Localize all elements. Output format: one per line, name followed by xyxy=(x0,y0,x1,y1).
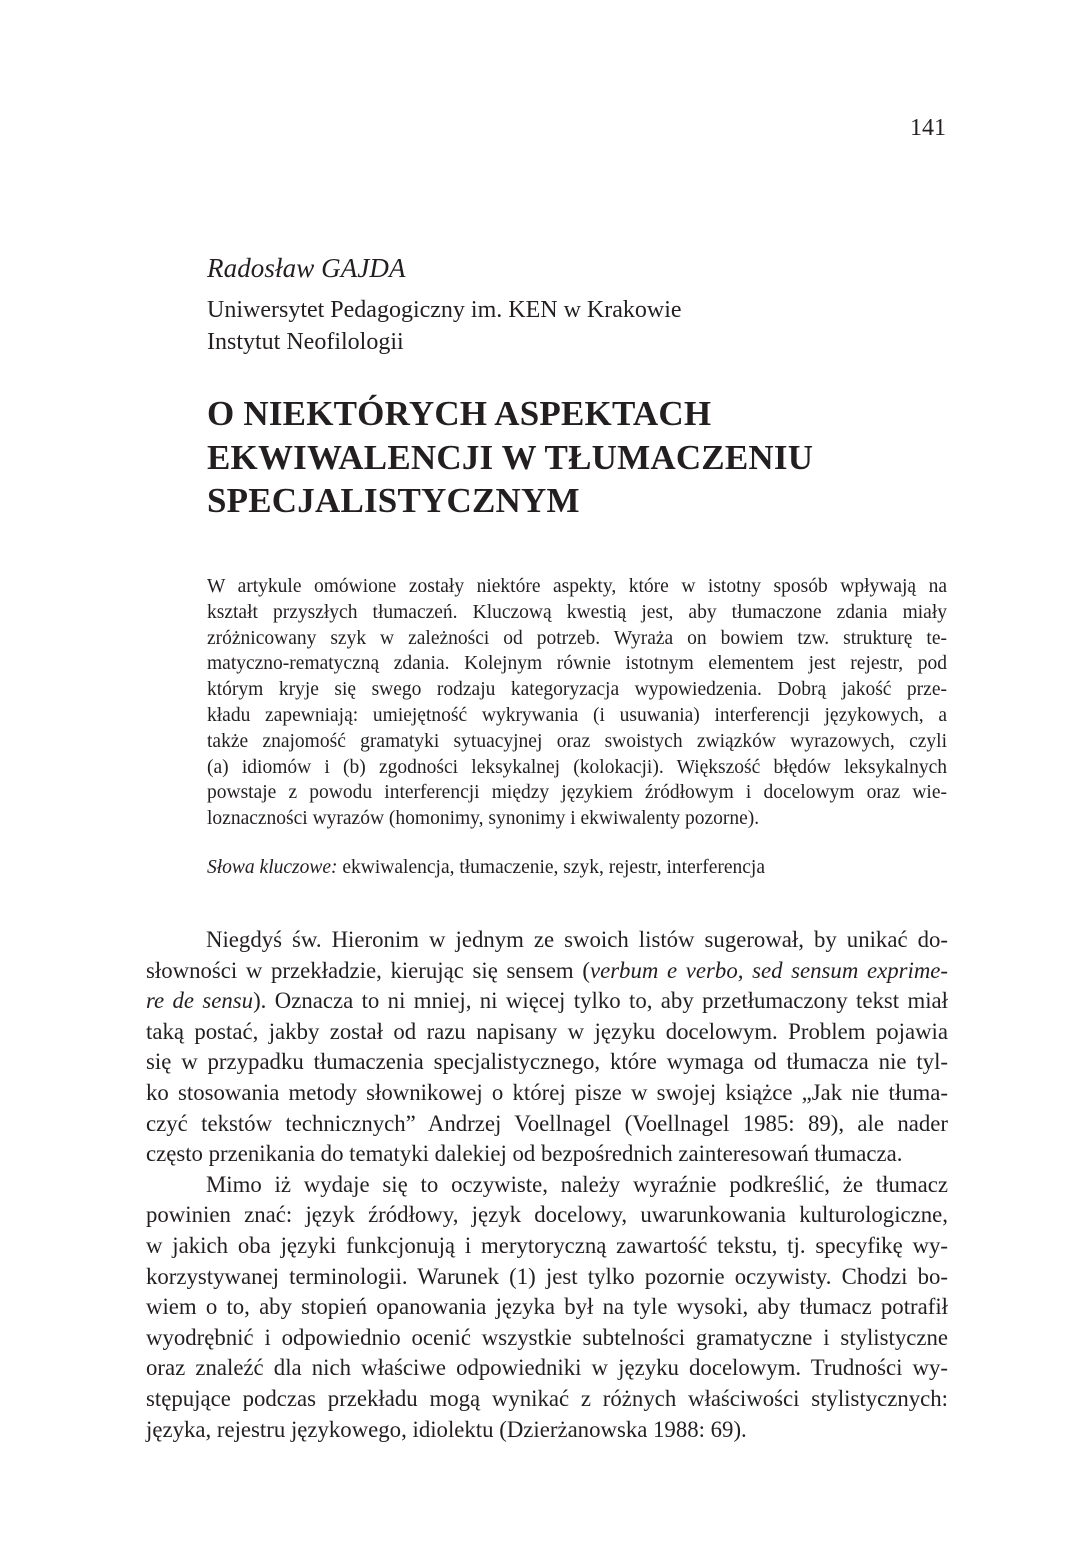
keywords-label: Słowa kluczowe: xyxy=(207,857,338,878)
body-line: stępujące podczas przekładu mogą wynikać z różnych właściwości stylistycznych: xyxy=(146,1385,948,1411)
body-line: Niegdyś św. Hieronim w jednym ze swoich listów sugerował, by unikać do- xyxy=(206,927,948,952)
body-line: wyodrębnić i odpowiednio ocenić wszystkie subtelności gramatyczne i stylistyczne xyxy=(146,1324,948,1350)
article-header xyxy=(207,248,947,358)
latin-quote: re de sensu xyxy=(146,988,254,1014)
body-line: taką postać, jakby został od razu napisany w języku docelowym. Problem pojawia xyxy=(146,1018,948,1044)
body-line: ko stosowania metody słownikowej o której pisze w swojej książce „Jak nie tłuma- xyxy=(146,1079,948,1105)
abstract-line: kładu zapewniają: umiejętność wykrywania (i usuwania) interferencji językowych, a xyxy=(207,704,947,726)
body-line xyxy=(146,956,948,987)
article-title xyxy=(207,392,947,523)
keywords-values: ekwiwalencja, tłumaczenie, szyk, rejestr, interferencja xyxy=(337,857,765,878)
abstract-line: powstaje z powodu interferencji między językiem źródłowym i docelowym oraz wie- xyxy=(207,782,947,804)
body-line: powinien znać: język źródłowy, język docelowy, uwarunkowania kulturologiczne, xyxy=(146,1202,948,1228)
abstract-line: którym kryje się swego rodzaju kategoryzacja wypowiedzenia. Dobrą jakość prze- xyxy=(207,679,947,701)
abstract-line: także znajomość gramatyki sytuacyjnej oraz swoistych związków wyrazowych, czyli xyxy=(207,730,947,752)
abstract-line: zróżnicowany szyk w zależności od potrzeb. Wyraża on bowiem tzw. strukturę te- xyxy=(207,627,947,649)
affiliation-university: Uniwersytet Pedagogiczny im. KEN w Krakowie xyxy=(207,297,682,323)
body-line: w jakich oba języki funkcjonują i merytoryczną zawartość tekstu, tj. specyfikę wy- xyxy=(146,1232,948,1258)
body-line: się w przypadku tłumaczenia specjalistycznego, które wymaga od tłumacza nie tyl- xyxy=(146,1049,948,1075)
body-line: często przenikania do tematyki dalekiej od bezpośrednich zainteresowań tłumacza. xyxy=(146,1141,903,1167)
abstract xyxy=(207,574,947,832)
body-line: języka, rejestru językowego, idiolektu (Dzierżanowska 1988: 69). xyxy=(146,1416,747,1442)
abstract-line: loznaczności wyrazów (homonimy, synonimy i ekwiwalenty pozorne). xyxy=(207,808,760,830)
body-fragment: słowności w przekładzie, kierując się sensem ( xyxy=(146,957,590,983)
abstract-line: matyczno-rematyczną zdania. Kolejnym równie istotnym elementem jest rejestr, pod xyxy=(207,653,947,675)
body-line xyxy=(146,986,948,1017)
body-text xyxy=(146,925,948,1445)
body-line: oraz znaleźć dla nich właściwe odpowiedniki w języku docelowym. Trudności wy- xyxy=(146,1355,948,1381)
keywords xyxy=(207,855,947,881)
body-line: czyć tekstów technicznych” Andrzej Voellnagel (Voellnagel 1985: 89), ale nader xyxy=(146,1110,948,1136)
body-line: wiem o to, aby stopień opanowania języka był na tyle wysoki, aby tłumacz potrafił xyxy=(146,1294,948,1320)
page-number: 141 xyxy=(910,115,946,141)
author-name: Radosław GAJDA xyxy=(207,253,406,283)
title-line: O NIEKTÓRYCH ASPEKTACH xyxy=(207,394,712,433)
body-line: korzystywanej terminologii. Warunek (1) jest tylko pozornie oczywisty. Chodzi bo- xyxy=(146,1263,948,1289)
abstract-line: W artykule omówione zostały niektóre aspekty, które w istotny sposób wpływają na xyxy=(207,576,947,597)
latin-quote: verbum e verbo, sed sensum exprime- xyxy=(589,957,948,983)
title-line: EKWIWALENCJI W TŁUMACZENIU xyxy=(207,437,814,477)
abstract-line: kształt przyszłych tłumaczeń. Kluczową kwestią jest, aby tłumaczone zdania miały xyxy=(207,601,947,623)
title-line: SPECJALISTYCZNYM xyxy=(207,481,580,520)
body-line: Mimo iż wydaje się to oczywiste, należy wyraźnie podkreślić, że tłumacz xyxy=(206,1171,948,1197)
abstract-line: (a) idiomów i (b) zgodności leksykalnej (kolokacji). Większość błędów leksykalnych xyxy=(207,756,947,778)
body-fragment: ). Oznacza to ni mniej, ni więcej tylko to, aby przetłumaczony tekst miał xyxy=(253,988,948,1014)
affiliation-institute: Instytut Neofilologii xyxy=(207,329,404,355)
